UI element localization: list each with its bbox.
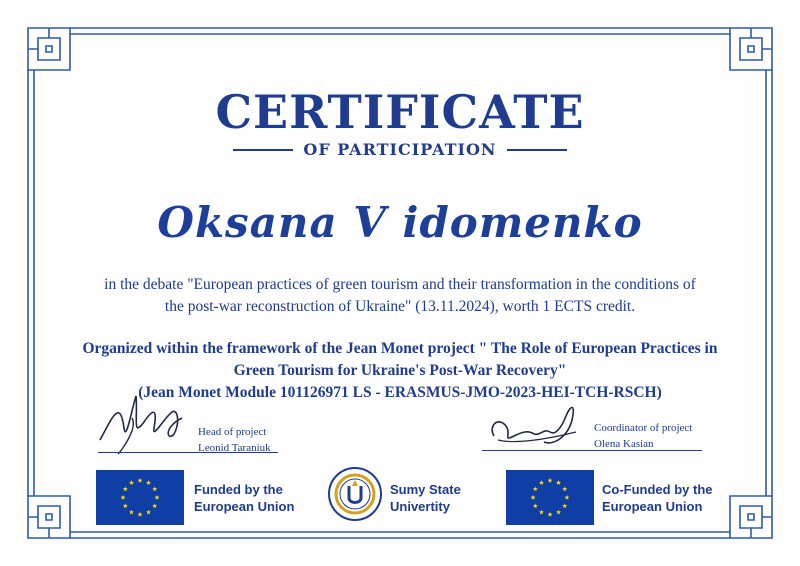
certificate-title: CERTIFICATE bbox=[215, 85, 585, 139]
organized-line-1: Organized within the framework of the Jean Monet project " The Role of European Practices in bbox=[82, 340, 718, 357]
right-signatory bbox=[594, 420, 692, 452]
organized-line-2: Green Tourism for Ukraine's Post-War Recovery" bbox=[233, 362, 567, 379]
left-signatory-name: Leonid Taraniuk bbox=[198, 442, 271, 454]
left-signatory-role: Head of project bbox=[198, 426, 267, 438]
head-of-project-signature bbox=[92, 388, 202, 458]
co-funded-by-eu-text bbox=[602, 481, 713, 515]
right-signatory-role: Coordinator of project bbox=[594, 422, 693, 434]
university-name-text bbox=[390, 481, 461, 515]
subtitle-rule-left bbox=[233, 149, 293, 151]
funded-line-1: Funded by the bbox=[194, 482, 283, 497]
eu-flag-icon bbox=[506, 470, 594, 525]
subtitle-row bbox=[0, 140, 800, 159]
funded-line-2: European Union bbox=[194, 499, 295, 514]
university-seal-icon bbox=[327, 466, 383, 522]
coordinator-signature bbox=[484, 396, 584, 456]
university-line-1: Sumy State bbox=[390, 482, 461, 497]
right-signatory-name: Olena Kasian bbox=[594, 438, 654, 450]
co-funded-line-2: European Union bbox=[602, 499, 703, 514]
left-signatory bbox=[198, 424, 271, 456]
event-line-1: in the debate "European practices of green tourism and their transformation in the conditions of bbox=[104, 276, 696, 293]
event-line-2: the post-war reconstruction of Ukraine" (13.11.2024), worth 1 ECTS credit. bbox=[164, 298, 636, 315]
certificate-subtitle: OF PARTICIPATION bbox=[303, 140, 497, 159]
co-funded-line-1: Co-Funded by the bbox=[602, 482, 713, 497]
organized-line-3: (Jean Monet Module 101126971 LS - ERASMUS-JMO-2023-HEI-TCH-RSCH) bbox=[138, 384, 662, 401]
university-line-2: Univertity bbox=[390, 499, 450, 514]
event-description bbox=[60, 274, 740, 318]
funded-by-eu-text bbox=[194, 481, 294, 515]
eu-flag-icon bbox=[96, 470, 184, 525]
subtitle-rule-right bbox=[507, 149, 567, 151]
recipient-name: Oksana V idomenko bbox=[157, 198, 643, 247]
